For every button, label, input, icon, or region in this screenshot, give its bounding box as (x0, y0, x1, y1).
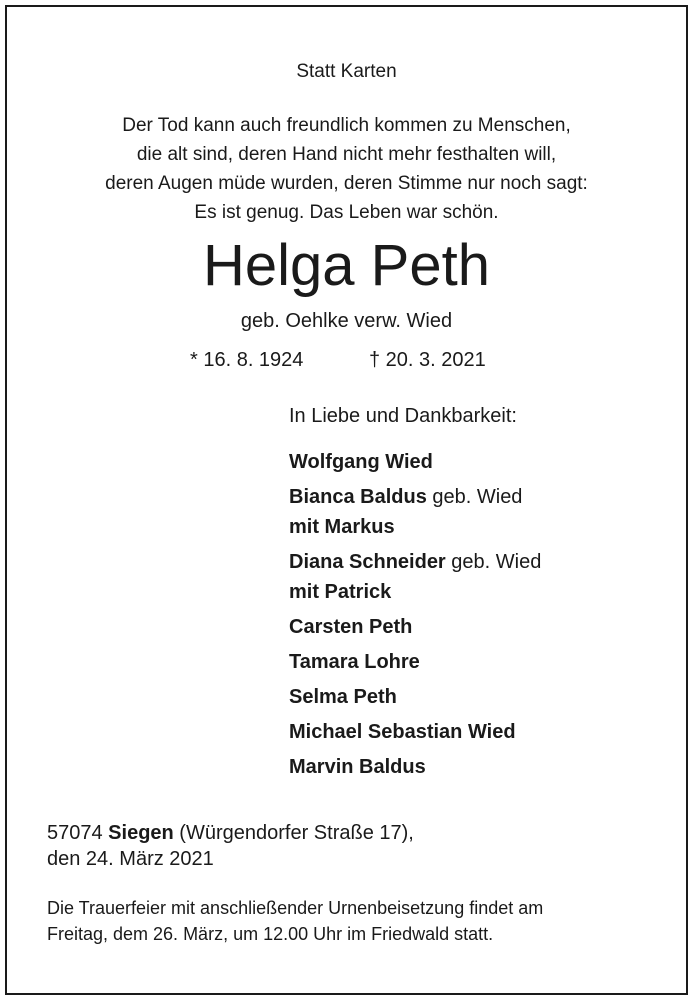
funeral-notice (47, 895, 543, 947)
family-member (289, 447, 541, 482)
header-statt-karten: Statt Karten (296, 61, 397, 82)
family-intro: In Liebe und Dankbarkeit: (289, 405, 517, 427)
deceased-birth-name: geb. Oehlke verw. Wied (240, 310, 453, 332)
address: (Würgendorfer Straße 17), (173, 822, 414, 844)
family-member (289, 647, 541, 682)
member-name: Bianca Baldus (289, 486, 427, 508)
member-partner: mit Markus (289, 516, 395, 538)
date: den 24. März 2021 (47, 848, 214, 870)
member-name: Wolfgang Wied (289, 451, 433, 473)
member-name: Carsten Peth (289, 616, 413, 638)
member-maiden-name: geb. Wied (426, 486, 523, 508)
family-member (289, 752, 541, 787)
family-member (289, 717, 541, 752)
member-partner: mit Patrick (289, 581, 392, 603)
poem-line: Es ist genug. Das Leben war schön. (194, 202, 499, 223)
notice-line: Freitag, dem 26. März, um 12.00 Uhr im Friedwald statt. (47, 924, 494, 944)
member-name: Marvin Baldus (289, 756, 426, 778)
family-member (289, 612, 541, 647)
city: Siegen (108, 822, 174, 844)
deceased-name: Helga Peth (203, 233, 490, 298)
family-member (289, 482, 541, 547)
notice-line: Die Trauerfeier mit anschließender Urnenbeisetzung findet am (47, 898, 544, 918)
member-name: Michael Sebastian Wied (289, 721, 516, 743)
place-and-date (47, 820, 414, 872)
poem-line: Der Tod kann auch freundlich kommen zu Menschen, (122, 115, 571, 136)
death-date: † 20. 3. 2021 (369, 349, 486, 371)
member-maiden-name: geb. Wied (445, 551, 542, 573)
poem-line: deren Augen müde wurden, deren Stimme nur noch sagt: (105, 173, 588, 194)
postcode: 57074 (47, 822, 109, 844)
birth-date: * 16. 8. 1924 (190, 349, 304, 371)
family-list (289, 447, 541, 787)
member-name: Selma Peth (289, 686, 397, 708)
family-member (289, 547, 541, 612)
member-name: Tamara Lohre (289, 651, 420, 673)
poem-line: die alt sind, deren Hand nicht mehr festhalten will, (136, 144, 557, 165)
member-name: Diana Schneider (289, 551, 446, 573)
poem (0, 111, 693, 227)
family-member (289, 682, 541, 717)
